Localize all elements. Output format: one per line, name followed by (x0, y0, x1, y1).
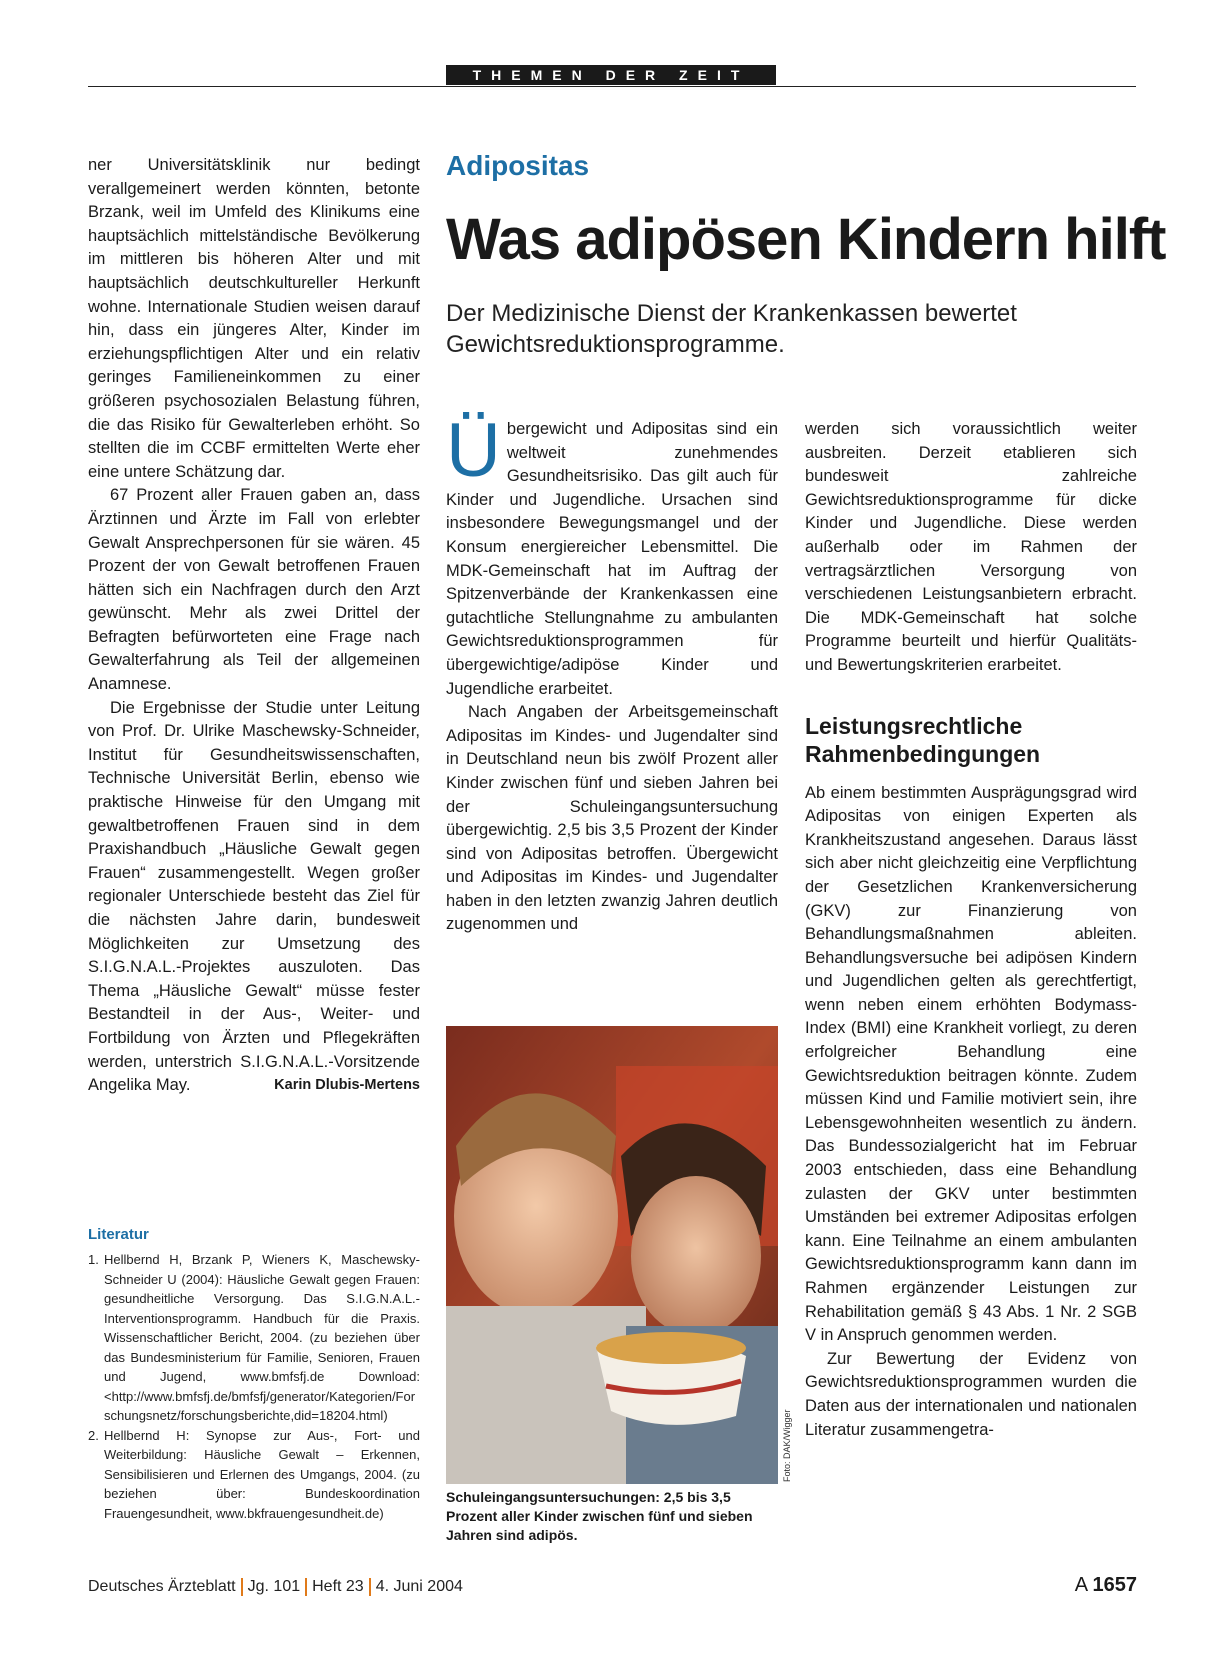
paragraph: Ab einem bestimmten Ausprägungsgrad wird Adipositas von einigen Experten als Krankheitszustand angesehen. Daraus lässt sich aber nicht gleichzeitig eine Verpflichtung der Gesetzlichen Krankenversicherung (GKV) zur Finanzierung von Behandlungsmaßnahmen ableiten. Behandlungsversuche bei adipösen Kindern und Jugendlichen gelten als gerechtfertigt, wenn neben einem erhöhten Bodymass-Index (BMI) eine Krankheit vorliegt, zu deren erfolgreicher Behandlung eine Gewichtsreduktion beitragen könnte. Zudem müssen Kind und Familie motiviert sein, ihre Lebensgewohnheiten wesentlich zu ändern. Das Bundessozialgericht hat im Februar 2003 entschieden, dass eine Behandlung zulasten der GKV unter bestimmten Umständen bei extremer Adipositas erfolgen kann. Eine Teilnahme an einem ambulanten Gewichtsreduktionsprogramm kann dann im Rahmen ergänzender Leistungen zur Rehabilitation gemäß § 43 Abs. 1 Nr. 2 SGB V in Anspruch genommen werden. (805, 783, 1137, 1345)
volume: Jg. 101 (247, 1578, 301, 1596)
right-column (805, 418, 1137, 1442)
footer-separator (241, 1578, 243, 1596)
paragraph: Zur Bewertung der Evidenz von Gewichtsreduktionsprogrammen wurden die Daten aus der internationalen und nationalen Literatur zusammengetra- (805, 1349, 1137, 1439)
journal-name: Deutsches Ärzteblatt (88, 1578, 236, 1596)
footer-separator (369, 1578, 371, 1596)
author-byline: Karin Dlubis-Mertens (274, 1077, 420, 1094)
left-column (88, 154, 420, 1098)
literature-text: Hellbernd H, Brzank P, Wieners K, Maschewsky-Schneider U (2004): Häusliche Gewalt gegen Frauen: gesundheitliche Versorgung. Das S.I.G.N.A.L.-Interventionsprogramm. Handbuch für die Praxis. Wissenschaftlicher Bericht, 2004. (zu beziehen über das Bundesministerium für Familie, Senioren, Frauen und Jugend, www.bmfsfj.de Download:<http://www.bmfsfj.de/bmfsfj/generator/Kategorien/Forschungsnetz/forschungsberichte,did=18204.html) (104, 1252, 420, 1423)
middle-column (446, 408, 778, 937)
literature-title: Literatur (88, 1226, 149, 1243)
literature-number: 2. (88, 1427, 99, 1443)
literature-item (88, 1426, 420, 1524)
section-label: THEMEN DER ZEIT (446, 65, 776, 85)
issue: Heft 23 (312, 1578, 364, 1596)
photo-credit: Foto: DAK/Wigger (782, 1409, 792, 1482)
paragraph: 67 Prozent aller Frauen gaben an, dass Ärztinnen und Ärzte im Fall von erlebter Gewalt Ansprechpersonen für sie wären. 45 Prozent der von Gewalt betroffenen Frauen hätten sich ein Nachfragen durch den Arzt gewünscht. Mehr als zwei Drittel der Befragten befürworteten eine Frage nach Gewalterfahrung als Teil der allgemeinen Anamnese. (88, 486, 420, 694)
page-number (1075, 1574, 1137, 1597)
literature-item (88, 1250, 420, 1426)
article-headline: Was adipösen Kindern hilft (446, 207, 1166, 272)
literature-text: Hellbernd H: Synopse zur Aus-, Fort- und Weiterbildung: Häusliche Gewalt – Erkennen, Sensibilisieren und Erlernen des Umgangs, 2004. (zu beziehen über: Bundeskoordination Frauengesundheit, www.bkfrauengesundheit.de) (104, 1427, 420, 1521)
paragraph-text: bergewicht und Adipositas sind ein weltweit zunehmendes Gesundheitsrisiko. Das gilt auch für Kinder und Jugendliche. Ursachen sind insbesondere Bewegungsmangel und der Konsum energiereicher Lebensmittel. Die MDK-Gemeinschaft hat im Auftrag der Spitzenverbände der Krankenkassen eine gutachtliche Stellungnahme zu ambulanten Gewichtsreduktionsprogrammen für übergewichtige/adipöse Kinder und Jugendliche erarbeitet. (446, 420, 778, 698)
page-footer (88, 1578, 463, 1596)
paragraph: ner Universitätsklinik nur bedingt verallgemeinert werden könnten, betonte Brzank, weil im Umfeld des Klinikums eine hauptsächlich mittelständische Bevölkerung im mittleren bis höheren Alter und mit hauptsächlich deutschkultureller Herkunft wohne. Internationale Studien weisen darauf hin, dass ein jüngeres Alter, Kinder im erziehungspflichtigen Alter und ein relativ geringes Familieneinkommen zu einer größeren psychosozialen Belastung führen, die das Risiko für Gewalterleben erhöht. So stellten die im CCBF ermittelten Werte eher eine untere Schätzung dar. (88, 156, 420, 481)
paragraph: werden sich voraussichtlich weiter ausbreiten. Derzeit etablieren sich bundesweit zahlreiche Gewichtsreduktionsprogramme für dicke Kinder und Jugendliche. Diese werden außerhalb oder im Rahmen der vertragsärztlichen Versorgung von verschiedenen Leistungsanbietern erbracht. Die MDK-Gemeinschaft hat solche Programme beurteilt und hierfür Qualitäts- und Bewertungskriterien erarbeitet. (805, 420, 1137, 674)
children-eating-photo (446, 1026, 778, 1484)
drop-cap: Ü (446, 408, 501, 493)
paragraph (446, 408, 778, 701)
article-kicker: Adipositas (446, 150, 590, 181)
page-number-value: 1657 (1092, 1574, 1137, 1596)
section-subhead: Leistungsrechtliche Rahmenbedingungen (805, 712, 1041, 767)
paragraph: Nach Angaben der Arbeitsgemeinschaft Adipositas im Kindes- und Jugendalter sind in Deutschland neun bis zwölf Prozent aller Kinder zwischen fünf und sieben Jahren bei der Schuleingangsuntersuchung übergewichtig. 2,5 bis 3,5 Prozent der Kinder sind von Adipositas betroffen. Übergewicht und Adipositas im Kindes- und Jugendalter haben in den letzten zwanzig Jahren deutlich zugenommen und (446, 703, 778, 934)
page-prefix: A (1074, 1574, 1087, 1596)
article-photo (446, 1026, 778, 1484)
photo-caption: Schuleingangsuntersuchungen: 2,5 bis 3,5 Prozent aller Kinder zwischen fünf und sieben Jahren sind adipös. (446, 1489, 753, 1543)
paragraph-text: Die Ergebnisse der Studie unter Leitung von Prof. Dr. Ulrike Maschewsky-Schneider, Institut für Gesundheitswissenschaften, Technische Universität Berlin, ebenso wie praktische Hinweise für den Umgang mit gewaltbetroffenen Frauen sind in dem Praxishandbuch „Häusliche Gewalt gegen Frauen“ zusammengestellt. Wegen großer regionaler Unterschiede besteht das Ziel für die nächsten Jahre darin, bundesweit Möglichkeiten zur Umsetzung des S.I.G.N.A.L.-Projektes auszuloten. Das Thema „Häusliche Gewalt“ müsse fester Bestandteil in der Aus-, Weiter- und Fortbildung von Ärzten und Pflegekräften werden, unterstrich S.I.G.N.A.L.-Vorsitzende Angelika May. (88, 698, 420, 1095)
issue-date: 4. Juni 2004 (375, 1578, 463, 1596)
literature-number: 1. (88, 1252, 99, 1267)
literature-list (88, 1250, 420, 1523)
header-rule (88, 86, 1136, 87)
paragraph (88, 697, 420, 1098)
article-deck: Der Medizinische Dienst der Krankenkassen bewertet Gewichtsreduktionsprogramme. (446, 300, 1017, 358)
footer-separator (305, 1578, 307, 1596)
